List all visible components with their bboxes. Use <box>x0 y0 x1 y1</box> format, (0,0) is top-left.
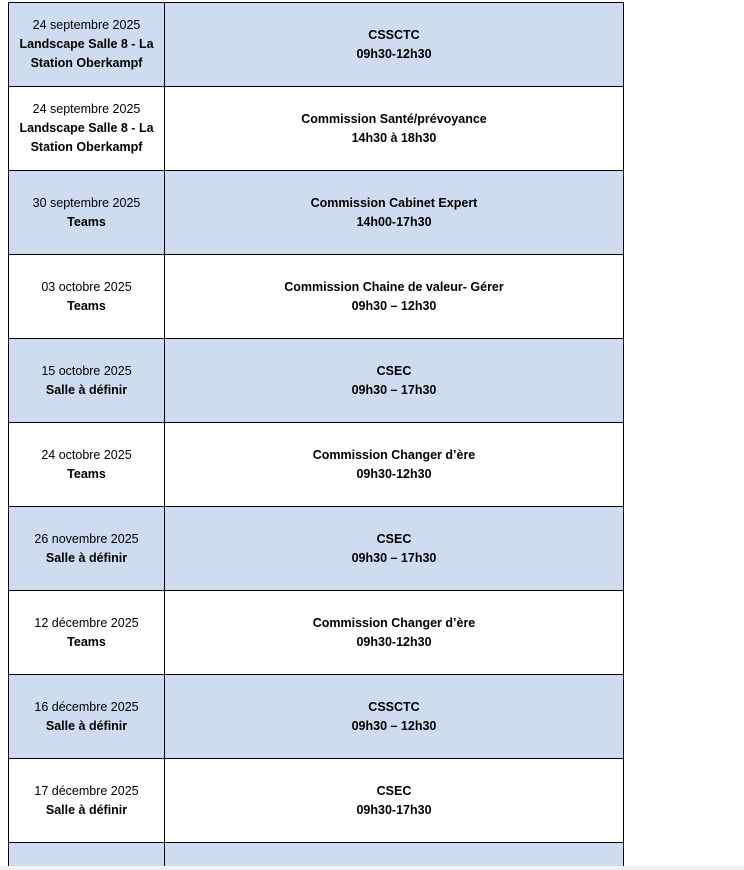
event-location: Landscape Salle 8 - La Station Oberkampf <box>19 37 154 70</box>
event-time: 09h30 – 12h30 <box>351 718 437 733</box>
schedule-table <box>8 2 624 867</box>
event-date: 24 septembre 2025 <box>32 102 141 116</box>
event-title: Commission Santé/prévoyance <box>301 111 487 126</box>
event-title: CSEC <box>376 363 412 378</box>
event-location: Teams <box>67 298 106 313</box>
date-cell <box>9 591 165 675</box>
event-time: 09h30-12h30 <box>356 466 432 481</box>
event-date: 03 octobre 2025 <box>41 279 132 294</box>
event-time: 09h30 – 17h30 <box>351 550 437 565</box>
event-title: CSEC <box>376 783 412 798</box>
date-cell <box>9 843 165 867</box>
event-cell <box>165 255 624 339</box>
table-row <box>9 87 624 171</box>
event-location: Teams <box>67 214 106 229</box>
event-title: CSEC <box>376 531 412 546</box>
date-cell <box>9 339 165 423</box>
event-date: 26 novembre 2025 <box>34 531 139 546</box>
event-location: Teams <box>67 466 106 481</box>
event-title: Commission Cabinet Expert <box>310 195 478 210</box>
schedule-table-body <box>9 3 624 867</box>
page-bottom-edge <box>0 866 744 870</box>
event-time: 09h30-12h30 <box>356 46 432 61</box>
event-date: 16 décembre 2025 <box>34 699 139 714</box>
date-cell <box>9 255 165 339</box>
date-cell <box>9 507 165 591</box>
event-time: 14h00-17h30 <box>356 214 432 229</box>
event-cell <box>165 423 624 507</box>
event-location: Landscape Salle 8 - La Station Oberkampf <box>19 121 154 154</box>
event-time: 09h30-17h30 <box>356 802 432 817</box>
event-location: Salle à définir <box>45 550 128 565</box>
event-title: Commission Changer d’ère <box>312 615 476 630</box>
date-cell <box>9 171 165 255</box>
table-row <box>9 759 624 843</box>
event-date: 24 septembre 2025 <box>32 18 141 32</box>
table-row <box>9 3 624 87</box>
event-title: Commission Changer d’ère <box>312 447 476 462</box>
table-row <box>9 423 624 507</box>
event-location: Salle à définir <box>45 802 128 817</box>
event-cell <box>165 87 624 171</box>
event-time: 09h30 – 17h30 <box>351 382 437 397</box>
table-row <box>9 339 624 423</box>
event-time: 09h30-12h30 <box>356 634 432 649</box>
event-cell <box>165 759 624 843</box>
event-title: CSSCTC <box>368 27 420 42</box>
table-row-partial <box>9 843 624 867</box>
event-location: Salle à définir <box>45 382 128 397</box>
event-location: Salle à définir <box>45 718 128 733</box>
event-title: Commission Chaine de valeur- Gérer <box>284 279 504 294</box>
event-date: 24 octobre 2025 <box>41 447 132 462</box>
date-cell <box>9 423 165 507</box>
event-cell <box>165 591 624 675</box>
event-title: CSSCTC <box>368 699 420 714</box>
date-cell <box>9 759 165 843</box>
date-cell <box>9 87 165 171</box>
event-location: Teams <box>67 634 106 649</box>
event-cell <box>165 339 624 423</box>
event-cell <box>165 843 624 867</box>
event-cell <box>165 507 624 591</box>
event-cell <box>165 675 624 759</box>
table-row <box>9 507 624 591</box>
event-date: 17 décembre 2025 <box>34 783 139 798</box>
event-date: 30 septembre 2025 <box>32 195 141 210</box>
date-cell <box>9 3 165 87</box>
table-row <box>9 171 624 255</box>
table-row <box>9 591 624 675</box>
date-cell <box>9 675 165 759</box>
table-row <box>9 675 624 759</box>
event-time: 14h30 à 18h30 <box>351 130 437 145</box>
event-cell <box>165 3 624 87</box>
event-date: 15 octobre 2025 <box>41 363 132 378</box>
event-date: 12 décembre 2025 <box>34 615 139 630</box>
event-cell <box>165 171 624 255</box>
event-time: 09h30 – 12h30 <box>351 298 437 313</box>
table-row <box>9 255 624 339</box>
